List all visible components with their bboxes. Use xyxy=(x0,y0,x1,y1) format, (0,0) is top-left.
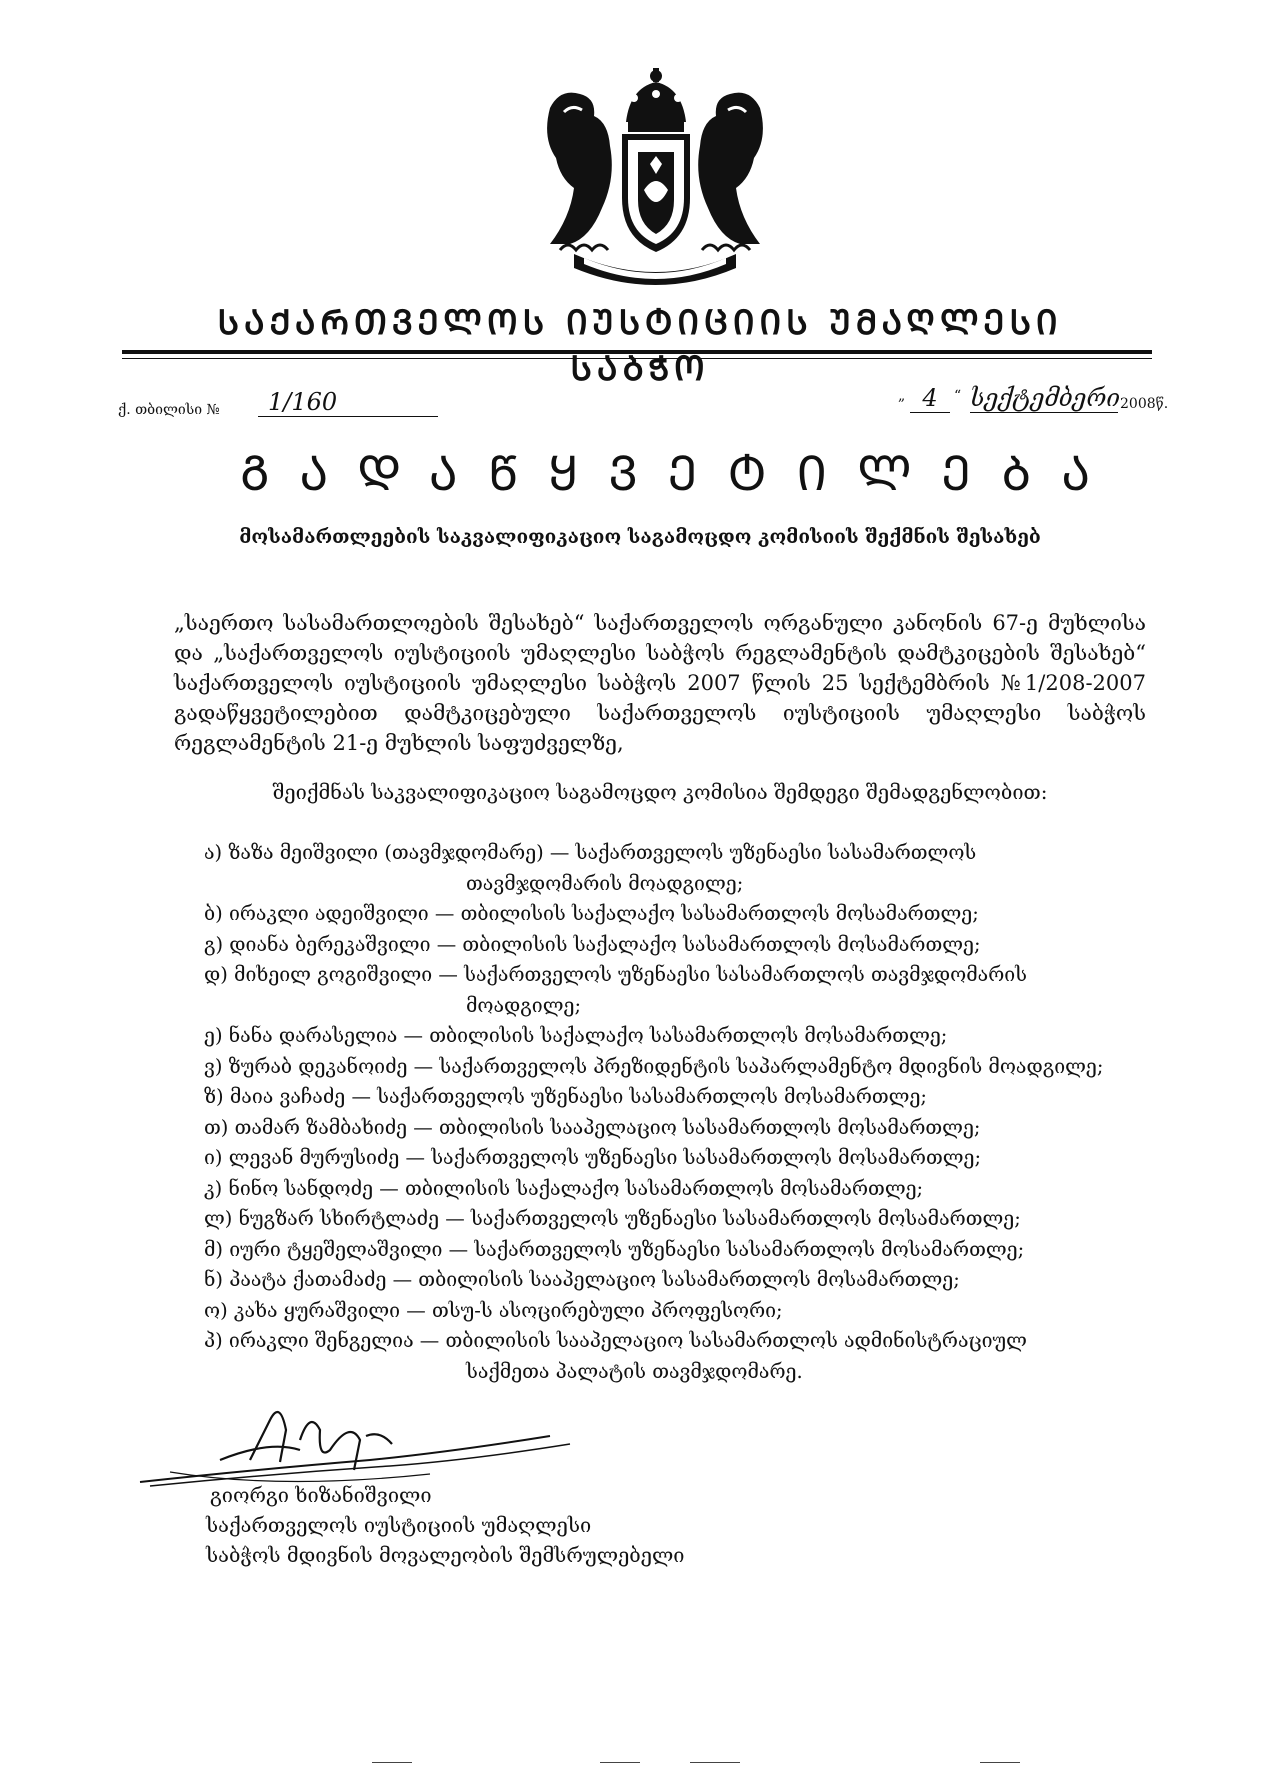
commission-member-item xyxy=(204,1235,1164,1266)
header-rule-thin xyxy=(122,358,1152,359)
institution-name: ᲡᲐᲥᲐᲠᲗᲕᲔᲚᲝᲡ ᲘᲣᲡᲢᲘᲪᲘᲘᲡ ᲣᲛᲐᲦᲚᲔᲡᲘ ᲡᲐᲑᲭᲝ xyxy=(217,303,1063,389)
footer-mark xyxy=(600,1762,640,1763)
commission-member-item xyxy=(204,1326,1164,1387)
member-line: თ) თამარ ზამბახიძე — თბილისის სააპელაციო სასამართლოს მოსამართლე; xyxy=(204,1115,981,1139)
member-line: მ) იური ტყეშელაშვილი — საქართველოს უზენაესი სასამართლოს მოსამართლე; xyxy=(204,1237,1025,1261)
signer-position-line-1: საქართველოს იუსტიციის უმაღლესი xyxy=(206,1513,592,1537)
resolution-paragraph: შეიქმნას საკვალიფიკაციო საგამოცდო კომისია შემდეგი შემადგენლობით: xyxy=(272,780,1048,804)
commission-member-item xyxy=(204,1296,1164,1327)
member-line: ზ) მაია ვაჩაძე — საქართველოს უზენაესი სასამართლოს მოსამართლე; xyxy=(204,1085,927,1108)
commission-member-item xyxy=(204,1174,1164,1205)
signer-name: გიორგი ხიზანიშვილი xyxy=(210,1483,432,1507)
member-line: ნ) პაატა ქათამაძე — თბილისის სააპელაციო სასამართლოს მოსამართლე; xyxy=(204,1268,960,1291)
document-title: ᲒᲐᲓᲐᲬᲧᲕᲔᲢᲘᲚᲔᲑᲐ xyxy=(240,446,1121,502)
member-line: ვ) ზურაბ დეკანოიძე — საქართველოს პრეზიდენტის საპარლამენტო მდივნის მოადგილე; xyxy=(204,1054,1104,1078)
member-line: კ) ნინო სანდოძე — თბილისის საქალაქო სასამართლოს მოსამართლე; xyxy=(204,1176,924,1200)
footer-mark xyxy=(372,1762,412,1763)
member-line: დ) მიხეილ გოგიშვილი — საქართველოს უზენაესი სასამართლოს თავმჯდომარის xyxy=(204,963,1028,986)
commission-member-item xyxy=(204,1052,1164,1083)
member-line: ა) ზაზა მეიშვილი (თავმჯდომარე) — საქართველოს უზენაესი სასამართლოს xyxy=(204,841,977,864)
member-line: ო) კახა ყურაშვილი — თსუ-ს ასოცირებული პროფესორი; xyxy=(204,1298,783,1322)
footer-mark xyxy=(980,1762,1020,1763)
member-line-continuation: თავმჯდომარის მოადგილე; xyxy=(466,871,744,895)
coat-of-arms-emblem xyxy=(530,68,780,288)
member-line-continuation: საქმეთა პალატის თავმჯდომარე. xyxy=(466,1359,803,1383)
commission-member-item xyxy=(204,1021,1164,1052)
member-line-continuation: მოადგილე; xyxy=(466,993,582,1017)
commission-member-item xyxy=(204,838,1164,899)
commission-member-item xyxy=(204,899,1164,930)
footer-mark xyxy=(690,1762,740,1763)
commission-member-item xyxy=(204,1113,1164,1144)
preamble-paragraph: „საერთო სასამართლოების შესახებ“ საქართველოს ორგანული კანონის 67-ე მუხლისა და „საქართველოს იუსტიციის უმაღლესი საბჭოს რეგლამენტის დამტკიცების შესახებ“ საქართველოს იუსტიციის უმაღლესი საბჭოს 2007 წლის 25 სექტემბრის №1/208-2007 გადაწყვეტილებით დამტკიცებული საქართველოს იუსტიციის უმაღლესი საბჭოს რეგლამენტის 21-ე მუხლის საფუძველზე, xyxy=(174,611,1146,755)
commission-member-item xyxy=(204,1265,1164,1296)
commission-member-item xyxy=(204,930,1164,961)
member-line: ლ) ნუგზარ სხირტლაძე — საქართველოს უზენაესი სასამართლოს მოსამართლე; xyxy=(204,1207,1021,1230)
date-year: 2008წ. xyxy=(1120,396,1169,412)
member-line: ბ) ირაკლი ადეიშვილი — თბილისის საქალაქო სასამართლოს მოსამართლე; xyxy=(204,902,979,925)
member-line: ი) ლევან მურუსიძე — საქართველოს უზენაესი სასამართლოს მოსამართლე; xyxy=(204,1146,982,1169)
date-month: სექტემბერი xyxy=(970,384,1121,412)
document-number-label: ქ. თბილისი № xyxy=(118,402,220,418)
date-day: 4 xyxy=(910,384,950,413)
commission-member-item xyxy=(204,960,1164,1021)
date-quote-close: “ xyxy=(954,388,962,404)
signer-position-line-2: საბჭოს მდივნის მოვალეობის შემსრულებელი xyxy=(206,1543,685,1567)
member-line: გ) დიანა ბერეკაშვილი — თბილისის საქალაქო სასამართლოს მოსამართლე; xyxy=(204,932,981,956)
commission-member-item xyxy=(204,1143,1164,1174)
commission-members-list xyxy=(204,838,1164,1387)
member-line: პ) ირაკლი შენგელია — თბილისის სააპელაციო სასამართლოს ადმინისტრაციულ xyxy=(204,1329,1027,1352)
document-subtitle: მოსამართლეების საკვალიფიკაციო საგამოცდო კომისიის შექმნის შესახებ xyxy=(239,526,1041,548)
commission-member-item xyxy=(204,1204,1164,1235)
commission-member-item xyxy=(204,1082,1164,1113)
member-line: ე) ნანა დარასელია — თბილისის საქალაქო სასამართლოს მოსამართლე; xyxy=(204,1024,948,1047)
signer-block xyxy=(206,1480,684,1570)
date-quote-open: „ xyxy=(898,388,906,404)
header-rule-thick xyxy=(122,350,1152,354)
document-number-value: 1/160 xyxy=(258,388,438,417)
document-date-line xyxy=(898,384,1188,424)
